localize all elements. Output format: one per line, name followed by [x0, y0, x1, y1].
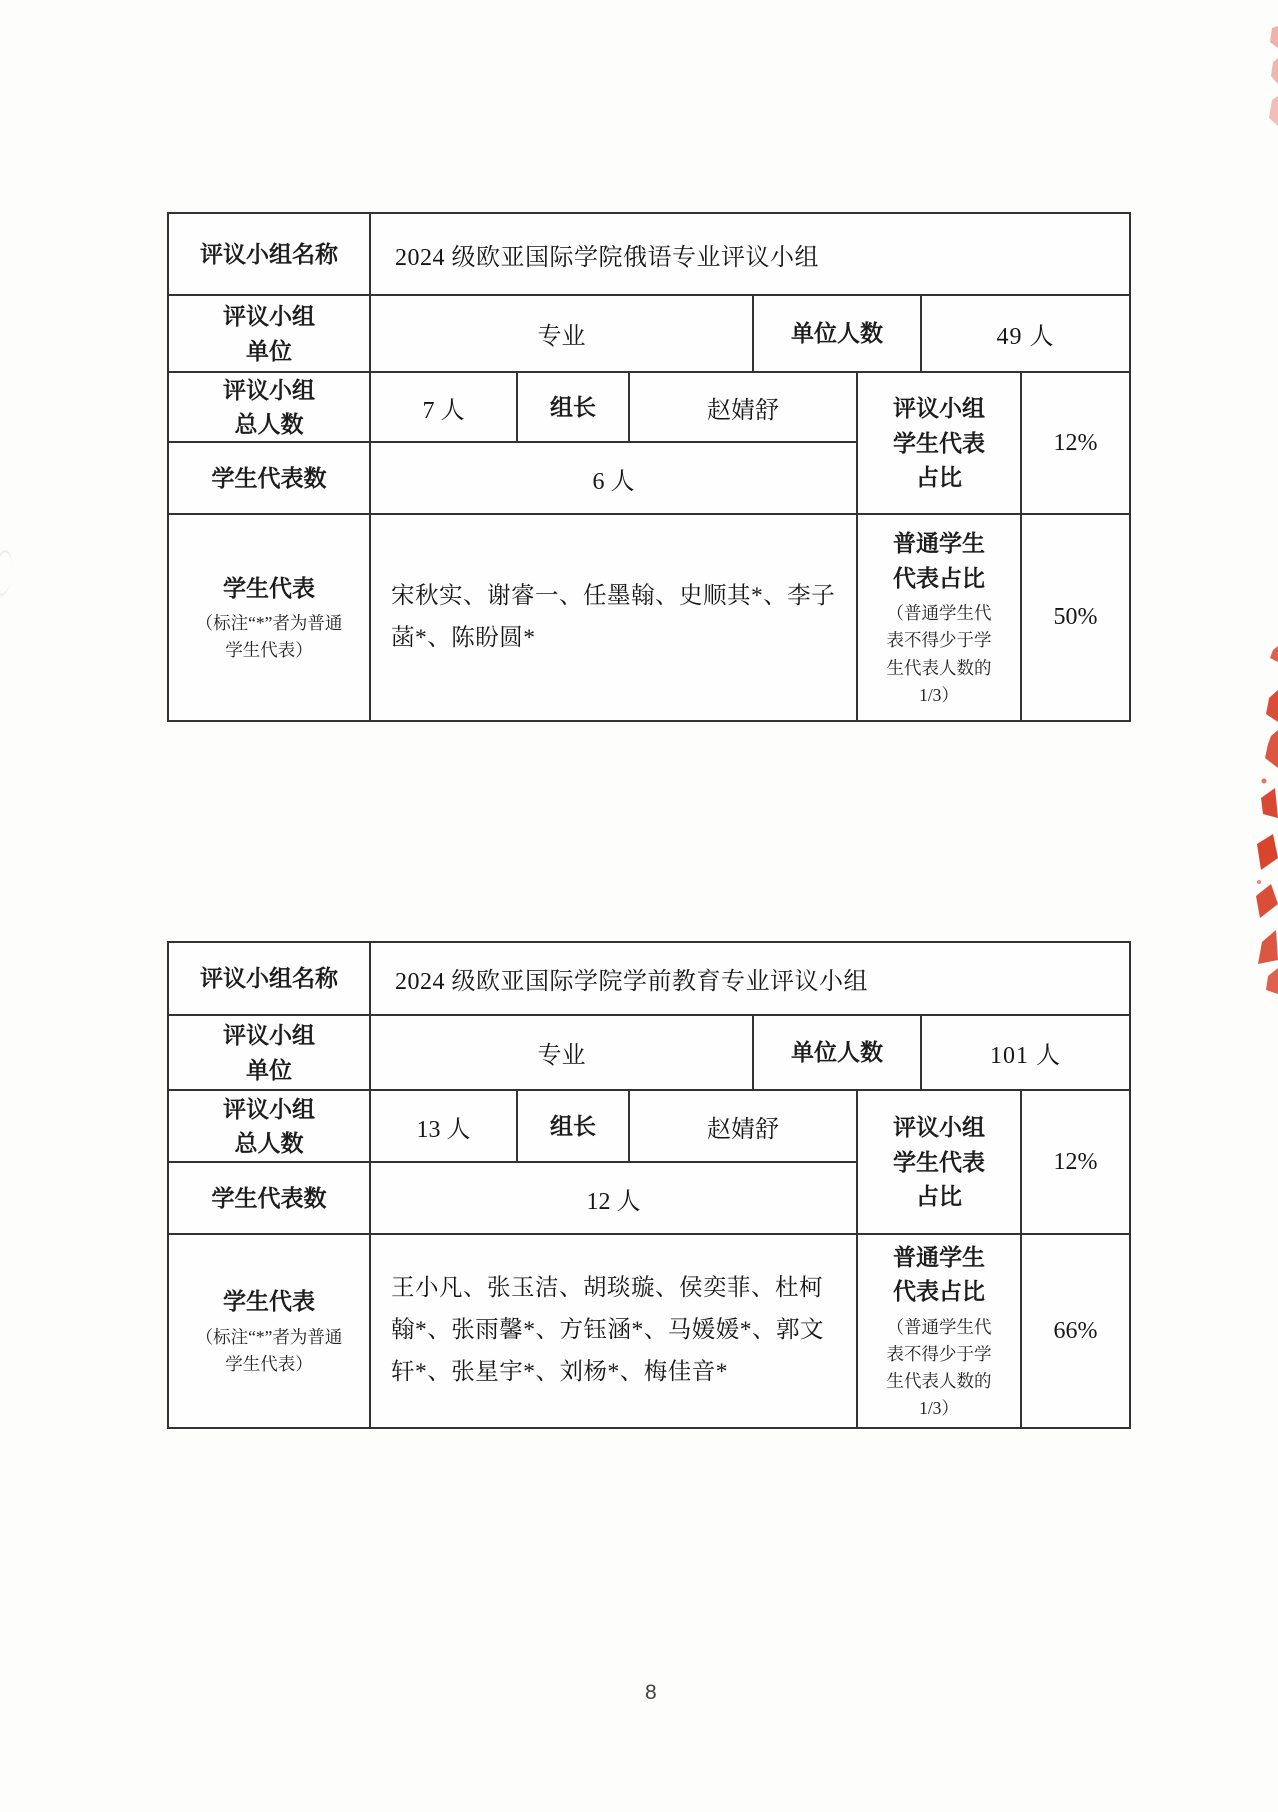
unit-count-value: 49 人: [996, 324, 1055, 350]
unit-count-value-cell: [922, 296, 1129, 371]
leader-label-cell: [518, 373, 630, 441]
student-ratio-label: 评议小组学生代表占比: [893, 1114, 985, 1210]
table-row: [169, 373, 858, 443]
table-row: [169, 1091, 1129, 1235]
leader-label: 组长: [550, 393, 596, 420]
rep-count-value: 12 人: [586, 1188, 641, 1215]
table-row: [169, 1016, 1129, 1091]
student-ratio-value: 12%: [1053, 429, 1098, 456]
student-reps-label-cell: [169, 515, 371, 720]
student-reps-names: 宋秋实、谢睿一、任墨翰、史顺其*、李子菡*、陈盼圆*: [391, 582, 836, 651]
leader-value: 赵婧舒: [707, 397, 779, 424]
stamp-fragment-top-icon: [1260, 26, 1278, 141]
table-subgrid: [169, 1091, 858, 1233]
ordinary-ratio-note: （普通学生代表不得少于学生代表人数的 1/3）: [886, 1316, 992, 1419]
group-unit-label: 评议小组单位: [223, 303, 315, 364]
table-row: [169, 296, 1129, 373]
ordinary-ratio-label-cell: [858, 1235, 1022, 1427]
unit-count-label: 单位人数: [791, 1039, 883, 1066]
group-name-value-cell: [371, 214, 1129, 294]
student-reps-label: 学生代表: [223, 1288, 315, 1315]
rep-count-value-cell: [371, 443, 858, 513]
total-members-value: 7 人: [422, 397, 465, 424]
ordinary-ratio-value: 66%: [1053, 1317, 1098, 1344]
student-reps-names-cell: [371, 1235, 858, 1427]
ordinary-ratio-label: 普通学生代表占比: [893, 530, 985, 591]
unit-count-value: 101 人: [990, 1043, 1061, 1069]
table-row: [169, 373, 1129, 515]
leader-label: 组长: [550, 1112, 596, 1139]
student-ratio-label-cell: [858, 373, 1022, 513]
rep-count-label-cell: [169, 443, 371, 513]
rep-count-label: 学生代表数: [211, 464, 327, 491]
group-unit-value: 专业: [537, 1043, 586, 1069]
student-reps-note: （标注“*”者为普通学生代表）: [195, 613, 343, 661]
unit-count-value-cell: [922, 1016, 1129, 1089]
leader-value-cell: [630, 1091, 858, 1161]
page-number: 8: [645, 1681, 657, 1704]
student-ratio-label: 评议小组学生代表占比: [893, 395, 985, 491]
scan-artifact: [0, 549, 14, 597]
student-reps-names: 王小凡、张玉洁、胡琰璇、侯奕菲、杜柯翰*、张雨馨*、方钰涵*、马媛媛*、郭文轩*、张星宇*、刘杨*、梅佳音*: [391, 1275, 824, 1385]
table-row: [169, 1163, 858, 1233]
student-ratio-label-cell: [858, 1091, 1022, 1233]
group-name-value: 2024 级欧亚国际学院俄语专业评议小组: [395, 244, 819, 271]
total-members-value-cell: [371, 1091, 518, 1161]
ordinary-ratio-note: （普通学生代表不得少于学生代表人数的 1/3）: [886, 603, 992, 705]
leader-label-cell: [518, 1091, 630, 1161]
student-ratio-value: 12%: [1053, 1148, 1098, 1175]
unit-count-label: 单位人数: [791, 320, 883, 347]
student-reps-note: （标注“*”者为普通学生代表）: [195, 1326, 343, 1374]
ordinary-ratio-value-cell: [1022, 515, 1129, 720]
ordinary-ratio-value: 50%: [1053, 604, 1098, 630]
total-members-value-cell: [371, 373, 518, 441]
table-row: [169, 1235, 1129, 1427]
student-reps-label-cell: [169, 1235, 371, 1427]
rep-count-label-cell: [169, 1163, 371, 1233]
ordinary-ratio-label-cell: [858, 515, 1022, 720]
group-unit-value-cell: [371, 296, 754, 371]
review-group-table-2: [167, 941, 1131, 1429]
student-reps-names-cell: [371, 515, 858, 720]
group-unit-label: 评议小组单位: [223, 1022, 315, 1083]
table-row: [169, 1091, 858, 1163]
group-name-label-cell: [169, 214, 371, 294]
student-reps-label: 学生代表: [223, 574, 315, 601]
rep-count-value: 6 人: [592, 468, 635, 495]
group-name-value-cell: [371, 943, 1129, 1014]
table-subgrid: [169, 373, 858, 513]
total-members-label-cell: [169, 1091, 371, 1161]
group-unit-label-cell: [169, 1016, 371, 1089]
unit-count-label-cell: [754, 296, 922, 371]
unit-count-label-cell: [754, 1016, 922, 1089]
group-name-label: 评议小组名称: [200, 240, 338, 267]
review-group-table-1: [167, 212, 1131, 722]
table-row: [169, 443, 858, 513]
group-name-value: 2024 级欧亚国际学院学前教育专业评议小组: [395, 969, 868, 995]
total-members-label-cell: [169, 373, 371, 441]
student-ratio-value-cell: [1022, 373, 1129, 513]
table-row: [169, 214, 1129, 296]
table-row: [169, 515, 1129, 720]
group-unit-label-cell: [169, 296, 371, 371]
ordinary-ratio-label: 普通学生代表占比: [893, 1243, 985, 1305]
table-row: [169, 943, 1129, 1016]
group-name-label: 评议小组名称: [200, 965, 338, 992]
total-members-label: 评议小组总人数: [223, 1095, 315, 1156]
student-ratio-value-cell: [1022, 1091, 1129, 1233]
total-members-label: 评议小组总人数: [223, 376, 315, 437]
rep-count-value-cell: [371, 1163, 858, 1233]
group-unit-value-cell: [371, 1016, 754, 1089]
rep-count-label: 学生代表数: [211, 1184, 327, 1211]
stamp-fragment-icon: [1252, 646, 1278, 996]
leader-value-cell: [630, 373, 858, 441]
group-name-label-cell: [169, 943, 371, 1014]
leader-value: 赵婧舒: [707, 1116, 779, 1143]
total-members-value: 13 人: [416, 1116, 471, 1143]
group-unit-value: 专业: [537, 324, 586, 350]
ordinary-ratio-value-cell: [1022, 1235, 1129, 1427]
